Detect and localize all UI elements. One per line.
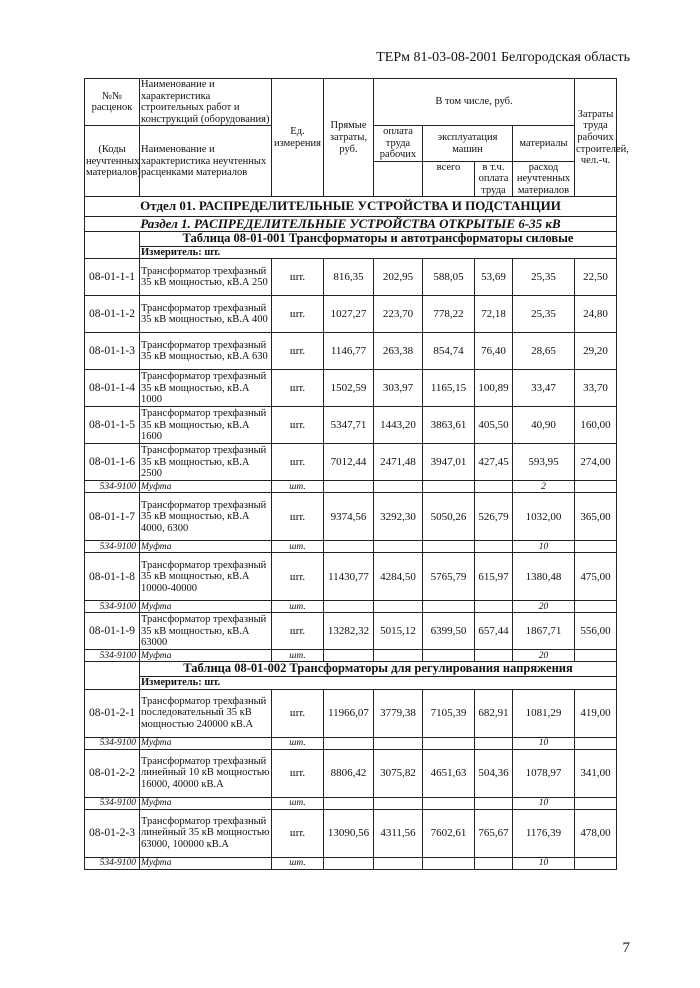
rate-code: 08-01-2-1 [85,689,140,737]
rate-unit: шт. [272,493,324,541]
rate-direct-cost: 13090,56 [324,809,374,857]
rate-wages: 3075,82 [374,749,423,797]
material-empty [423,650,475,662]
material-empty [575,857,617,869]
rate-name: Трансформатор трехфазный 35 кВ мощностью, кВ.А 63000 [140,613,272,650]
rate-unit: шт. [272,689,324,737]
rate-unit: шт. [272,613,324,650]
material-row [85,650,617,662]
table-title-spacer [85,662,140,677]
rate-machines-wages: 682,91 [475,689,513,737]
material-empty [423,797,475,809]
rate-direct-cost: 13282,32 [324,613,374,650]
material-unit: шт. [272,601,324,613]
rate-materials: 1081,29 [513,689,575,737]
rate-wages: 3779,38 [374,689,423,737]
rate-labor: 24,80 [575,296,617,333]
header-row-1 [85,79,617,126]
page-number: 7 [622,940,630,956]
material-empty [475,650,513,662]
rate-labor: 22,50 [575,259,617,296]
rate-name: Трансформатор трехфазный 35 кВ мощностью, кВ.А 400 [140,296,272,333]
meter-label: Измеритель: шт. [140,246,617,259]
table-row [85,444,617,481]
material-empty [575,541,617,553]
rate-machines-total: 5765,79 [423,553,475,601]
table-row [85,407,617,444]
rate-name: Трансформатор трехфазный линейный 10 кВ мощностью 16000, 40000 кВ.А [140,749,272,797]
table-row [85,553,617,601]
rate-machines-total: 854,74 [423,333,475,370]
table-row [85,493,617,541]
rate-machines-total: 778,22 [423,296,475,333]
rate-materials: 40,90 [513,407,575,444]
material-unit: шт. [272,737,324,749]
material-empty [324,857,374,869]
material-empty [324,650,374,662]
material-empty [475,797,513,809]
material-empty [475,541,513,553]
col-machines-header: эксплуатация машин [423,126,513,162]
table-row [85,809,617,857]
rate-direct-cost: 1146,77 [324,333,374,370]
rate-unit: шт. [272,809,324,857]
material-unit: шт. [272,797,324,809]
material-qty: 20 [513,601,575,613]
rate-machines-wages: 765,67 [475,809,513,857]
rate-machines-total: 3947,01 [423,444,475,481]
material-qty: 10 [513,797,575,809]
rate-wages: 263,38 [374,333,423,370]
rate-wages: 223,70 [374,296,423,333]
rate-machines-total: 3863,61 [423,407,475,444]
material-empty [324,481,374,493]
rate-labor: 274,00 [575,444,617,481]
rate-unit: шт. [272,749,324,797]
material-name: Муфта [140,601,272,613]
material-empty [475,737,513,749]
col-labor-header: Затраты труда рабочих строителей, чел.-ч. [575,79,617,197]
material-empty [575,481,617,493]
rate-machines-total: 7105,39 [423,689,475,737]
rate-code: 08-01-1-7 [85,493,140,541]
material-empty [423,737,475,749]
col-wages-empty [374,161,423,197]
material-row [85,601,617,613]
material-empty [374,541,423,553]
col-mach-wages-header: в т.ч. оплата труда [475,161,513,197]
material-code: 534-9100 [85,481,140,493]
rate-materials: 28,65 [513,333,575,370]
rate-code: 08-01-1-6 [85,444,140,481]
rate-code: 08-01-1-1 [85,259,140,296]
meter-label: Измеритель: шт. [140,677,617,690]
table-row [85,370,617,407]
material-code: 534-9100 [85,737,140,749]
col-wages-header: оплата труда рабочих [374,126,423,162]
rate-labor: 556,00 [575,613,617,650]
material-empty [475,481,513,493]
rate-labor: 29,20 [575,333,617,370]
rate-direct-cost: 9374,56 [324,493,374,541]
material-empty [423,857,475,869]
material-empty [324,797,374,809]
material-empty [374,481,423,493]
rate-labor: 475,00 [575,553,617,601]
rate-wages: 202,95 [374,259,423,296]
rate-unit: шт. [272,259,324,296]
rate-name: Трансформатор трехфазный 35 кВ мощностью, кВ.А 2500 [140,444,272,481]
table-row [85,689,617,737]
material-empty [575,797,617,809]
col-name-header: Наименование и характеристика строительных работ и конструкций (оборудования) [140,79,272,126]
rate-materials: 25,35 [513,296,575,333]
rate-materials: 1078,97 [513,749,575,797]
col-mach-total-header: всего [423,161,475,197]
table-title-spacer [85,232,140,247]
material-row [85,857,617,869]
rate-name: Трансформатор трехфазный 35 кВ мощностью, кВ.А 4000, 6300 [140,493,272,541]
rate-name: Трансформатор трехфазный 35 кВ мощностью, кВ.А 630 [140,333,272,370]
rate-materials: 1176,39 [513,809,575,857]
rate-materials: 593,95 [513,444,575,481]
rate-code: 08-01-1-5 [85,407,140,444]
material-row [85,481,617,493]
material-name: Муфта [140,541,272,553]
rate-unit: шт. [272,407,324,444]
material-row [85,797,617,809]
col-unit-header: Ед. измерения [272,79,324,197]
table-title: Таблица 08-01-002 Трансформаторы для регулирования напряжения [140,662,617,677]
rate-machines-total: 4651,63 [423,749,475,797]
rate-wages: 5015,12 [374,613,423,650]
rate-unit: шт. [272,296,324,333]
rate-labor: 160,00 [575,407,617,444]
rate-unit: шт. [272,553,324,601]
material-name: Муфта [140,797,272,809]
rate-direct-cost: 1027,27 [324,296,374,333]
rate-code: 08-01-1-4 [85,370,140,407]
material-unit: шт. [272,481,324,493]
rate-machines-wages: 72,18 [475,296,513,333]
rate-materials: 25,35 [513,259,575,296]
rate-wages: 4284,50 [374,553,423,601]
rate-unit: шт. [272,333,324,370]
material-row [85,737,617,749]
rate-machines-wages: 526,79 [475,493,513,541]
table-title: Таблица 08-01-001 Трансформаторы и автотрансформаторы силовые [140,232,617,247]
material-empty [324,541,374,553]
material-empty [575,737,617,749]
rate-name: Трансформатор трехфазный 35 кВ мощностью, кВ.А 250 [140,259,272,296]
document-header: ТЕРм 81-03-08-2001 Белгородская область [376,50,630,65]
rate-wages: 303,97 [374,370,423,407]
material-empty [374,737,423,749]
material-empty [423,481,475,493]
material-empty [423,541,475,553]
rate-direct-cost: 5347,71 [324,407,374,444]
material-unit: шт. [272,541,324,553]
material-empty [324,737,374,749]
table-row [85,613,617,650]
material-code: 534-9100 [85,857,140,869]
rate-direct-cost: 8806,42 [324,749,374,797]
rate-materials: 1380,48 [513,553,575,601]
rate-machines-total: 6399,50 [423,613,475,650]
rate-unit: шт. [272,370,324,407]
col-including-header: В том числе, руб. [374,79,575,126]
department-title: Отдел 01. РАСПРЕДЕЛИТЕЛЬНЫЕ УСТРОЙСТВА И ПОДСТАНЦИИ [85,197,617,216]
rate-materials: 1867,71 [513,613,575,650]
rate-code: 08-01-1-8 [85,553,140,601]
col-direct-header: Прямые затраты, руб. [324,79,374,197]
rate-name: Трансформатор трехфазный 35 кВ мощностью, кВ.А 1000 [140,370,272,407]
rate-code: 08-01-1-3 [85,333,140,370]
rate-machines-wages: 405,50 [475,407,513,444]
rate-machines-total: 7602,61 [423,809,475,857]
rate-direct-cost: 1502,59 [324,370,374,407]
meter-row [85,677,617,690]
table-row [85,259,617,296]
material-empty [575,601,617,613]
material-name: Муфта [140,857,272,869]
material-name: Муфта [140,481,272,493]
rate-code: 08-01-1-2 [85,296,140,333]
rate-labor: 365,00 [575,493,617,541]
rate-wages: 1443,20 [374,407,423,444]
col-code-b-header: (Коды неучтенных материалов) [85,126,140,197]
material-unit: шт. [272,650,324,662]
table-row [85,296,617,333]
rate-labor: 478,00 [575,809,617,857]
rate-machines-total: 5050,26 [423,493,475,541]
meter-spacer [85,246,140,259]
material-code: 534-9100 [85,650,140,662]
rate-name: Трансформатор трехфазный 35 кВ мощностью, кВ.А 1600 [140,407,272,444]
rate-machines-wages: 427,45 [475,444,513,481]
material-name: Муфта [140,737,272,749]
rate-wages: 2471,48 [374,444,423,481]
rate-machines-wages: 53,69 [475,259,513,296]
rate-code: 08-01-1-9 [85,613,140,650]
table-row [85,333,617,370]
rate-labor: 341,00 [575,749,617,797]
meter-row [85,246,617,259]
rate-direct-cost: 816,35 [324,259,374,296]
material-code: 534-9100 [85,541,140,553]
material-empty [475,601,513,613]
rate-direct-cost: 11430,77 [324,553,374,601]
rate-code: 08-01-2-3 [85,809,140,857]
material-unit: шт. [272,857,324,869]
material-empty [423,601,475,613]
rate-machines-wages: 100,89 [475,370,513,407]
rate-unit: шт. [272,444,324,481]
rate-machines-wages: 615,97 [475,553,513,601]
rate-machines-wages: 76,40 [475,333,513,370]
rate-direct-cost: 11966,07 [324,689,374,737]
rate-name: Трансформатор трехфазный линейный 35 кВ мощностью 63000, 100000 кВ.А [140,809,272,857]
material-row [85,541,617,553]
rate-code: 08-01-2-2 [85,749,140,797]
rate-labor: 33,70 [575,370,617,407]
rate-materials: 33,47 [513,370,575,407]
material-empty [374,650,423,662]
material-qty: 10 [513,737,575,749]
table-title-row [85,232,617,247]
rate-labor: 419,00 [575,689,617,737]
rate-machines-total: 1165,15 [423,370,475,407]
col-mat-cons-header: расход неучтенных материалов [513,161,575,197]
col-materials-header: материалы [513,126,575,162]
col-code-header: №№ расценок [85,79,140,126]
table-title-row [85,662,617,677]
rate-name: Трансформатор трехфазный 35 кВ мощностью, кВ.А 10000-40000 [140,553,272,601]
section-title: Раздел 1. РАСПРЕДЕЛИТЕЛЬНЫЕ УСТРОЙСТВА ОТКРЫТЫЕ 6-35 кВ [85,216,617,231]
rate-wages: 4311,56 [374,809,423,857]
table-row [85,749,617,797]
rate-name: Трансформатор трехфазный последовательный 35 кВ мощностью 240000 кВ.А [140,689,272,737]
material-qty: 10 [513,857,575,869]
rate-machines-wages: 657,44 [475,613,513,650]
rate-materials: 1032,00 [513,493,575,541]
material-empty [374,857,423,869]
material-empty [374,797,423,809]
material-qty: 10 [513,541,575,553]
material-empty [475,857,513,869]
material-empty [575,650,617,662]
material-name: Муфта [140,650,272,662]
material-empty [374,601,423,613]
meter-spacer [85,677,140,690]
rate-wages: 3292,30 [374,493,423,541]
material-code: 534-9100 [85,601,140,613]
material-code: 534-9100 [85,797,140,809]
material-qty: 20 [513,650,575,662]
rate-machines-wages: 504,36 [475,749,513,797]
estimate-table [84,78,629,870]
rate-machines-total: 588,05 [423,259,475,296]
col-name-b-header: Наименование и характеристика неучтенных расценками материалов [140,126,272,197]
rate-direct-cost: 7012,44 [324,444,374,481]
material-qty: 2 [513,481,575,493]
material-empty [324,601,374,613]
